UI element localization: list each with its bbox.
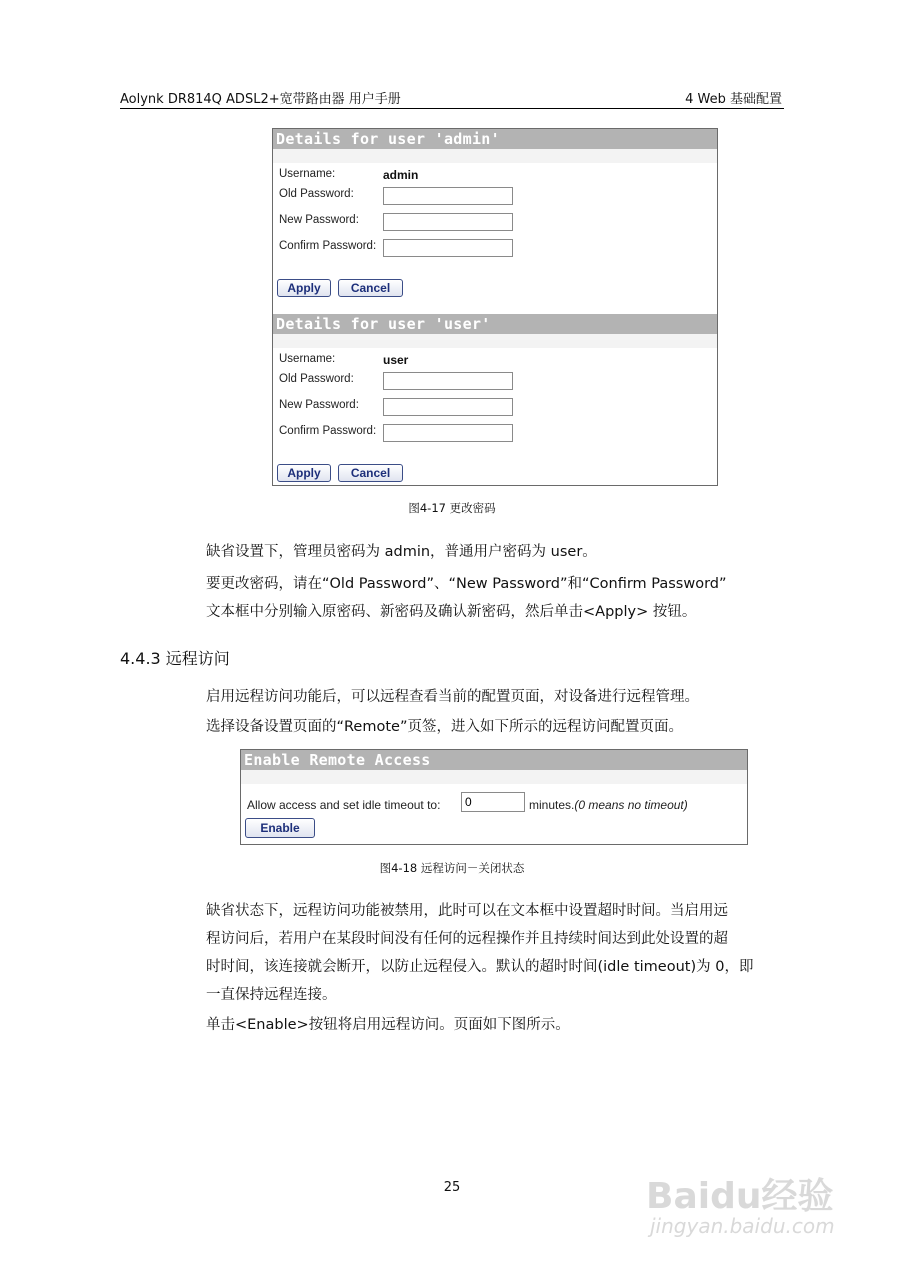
- admin-username-label: Username:: [279, 168, 336, 180]
- admin-old-password-label: Old Password:: [279, 188, 354, 200]
- user-confirm-password-label: Confirm Password:: [279, 425, 377, 437]
- idle-timeout-input[interactable]: [461, 792, 525, 812]
- remote-allow-label: Allow access and set idle timeout to:: [247, 798, 441, 812]
- paragraph-enable-action: 单击<Enable>按钮将启用远程访问。页面如下图所示。: [206, 1017, 570, 1033]
- figure-caption-4-18: 图4-18 远程访问－关闭状态: [379, 861, 525, 875]
- watermark-brand: Baidu经验: [646, 1176, 834, 1217]
- user-old-password-label: Old Password:: [279, 373, 354, 385]
- timeout-hint: (0 means no timeout): [574, 798, 688, 812]
- paragraph-remote-default-4: 一直保持远程连接。: [206, 987, 337, 1003]
- header-title: Aolynk DR814Q ADSL2+宽带路由器 用户手册: [120, 92, 401, 107]
- user-old-password-input[interactable]: [383, 372, 513, 390]
- section-heading: 4.4.3 远程访问: [120, 649, 230, 668]
- paragraph-remote-default-2: 程访问后，若用户在某段时间没有任何的远程操作并且持续时间达到此处设置的超: [206, 931, 728, 947]
- admin-cancel-button[interactable]: Cancel: [338, 279, 403, 297]
- page-number: 25: [443, 1180, 461, 1195]
- paragraph-remote-default-3: 时时间，该连接就会断开，以防止远程侵入。默认的超时时间(idle timeout)为 0，即: [206, 959, 754, 975]
- minutes-label: minutes.: [529, 798, 575, 812]
- header-divider: [120, 108, 784, 109]
- admin-confirm-password-input[interactable]: [383, 239, 513, 257]
- remote-access-title: Enable Remote Access: [241, 750, 747, 770]
- paragraph-change-password-1: 要更改密码，请在“Old Password”、“New Password”和“Confirm Password”: [206, 576, 727, 592]
- user-cancel-button[interactable]: Cancel: [338, 464, 403, 482]
- remote-access-panel: [240, 749, 748, 845]
- admin-username-value: admin: [383, 168, 419, 182]
- user-section: [273, 314, 717, 348]
- admin-old-password-input[interactable]: [383, 187, 513, 205]
- paragraph-change-password-2: 文本框中分别输入原密码、新密码及确认新密码，然后单击<Apply> 按钮。: [206, 604, 697, 620]
- admin-confirm-password-label: Confirm Password:: [279, 240, 377, 252]
- remote-minutes-text: [529, 798, 688, 812]
- paragraph-remote-default-1: 缺省状态下，远程访问功能被禁用，此时可以在文本框中设置超时时间。当启用远: [206, 903, 728, 919]
- figure-caption-4-17: 图4-17 更改密码: [408, 501, 496, 515]
- watermark-url: jingyan.baidu.com: [650, 1214, 835, 1238]
- admin-section-band: [273, 149, 717, 163]
- remote-access-band: [241, 770, 747, 784]
- admin-new-password-input[interactable]: [383, 213, 513, 231]
- admin-apply-button[interactable]: Apply: [277, 279, 331, 297]
- user-section-band: [273, 334, 717, 348]
- user-new-password-label: New Password:: [279, 399, 359, 411]
- user-username-value: user: [383, 353, 409, 367]
- password-panel: [272, 128, 718, 486]
- user-new-password-input[interactable]: [383, 398, 513, 416]
- user-username-label: Username:: [279, 353, 336, 365]
- paragraph-remote-intro: 启用远程访问功能后，可以远程查看当前的配置页面，对设备进行远程管理。: [206, 689, 699, 705]
- admin-new-password-label: New Password:: [279, 214, 359, 226]
- enable-button[interactable]: Enable: [245, 818, 315, 838]
- header-chapter: 4 Web 基础配置: [685, 92, 782, 107]
- user-confirm-password-input[interactable]: [383, 424, 513, 442]
- user-section-title: Details for user 'user': [273, 314, 717, 334]
- user-apply-button[interactable]: Apply: [277, 464, 331, 482]
- paragraph-default-passwords: 缺省设置下，管理员密码为 admin，普通用户密码为 user。: [206, 544, 597, 560]
- admin-section-title: Details for user 'admin': [273, 129, 717, 149]
- paragraph-remote-tab: 选择设备设置页面的“Remote”页签，进入如下所示的远程访问配置页面。: [206, 719, 683, 735]
